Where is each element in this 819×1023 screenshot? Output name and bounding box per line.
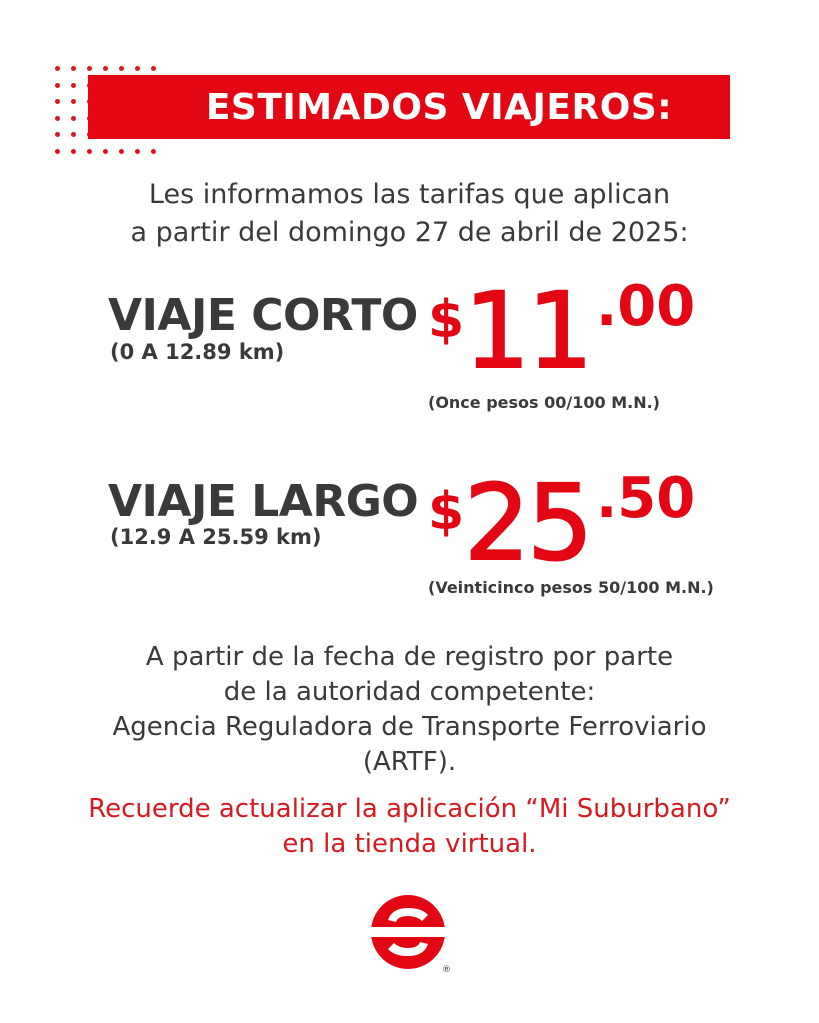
fare-short-range: (0 A 12.89 km) [110,340,285,364]
reminder-line-1: Recuerde actualizar la aplicación “Mi Suburbano” [88,794,731,824]
fare-long-integer: 25 [464,462,591,584]
fare-long-words: (Veinticinco pesos 50/100 M.N.) [428,578,714,597]
registered-mark: ® [442,965,451,974]
suburbano-logo-icon [368,890,452,974]
fare-long-price [428,462,698,584]
intro-line-2: a partir del domingo 27 de abril de 2025: [130,217,689,248]
fare-short-currency: $ [428,290,465,350]
fare-short-words: (Once pesos 00/100 M.N.) [428,393,660,412]
intro-text [0,176,819,252]
banner-title: ESTIMADOS VIAJEROS: [205,86,673,128]
fare-short-price [428,270,698,392]
note-line-4: (ARTF). [362,747,457,777]
note-line-3: Agencia Reguladora de Transporte Ferroviario [112,712,707,742]
reminder-line-2: en la tienda virtual. [282,829,537,859]
fare-short-name: VIAJE CORTO [108,290,418,341]
fare-long-currency: $ [428,482,465,542]
app-update-reminder [0,792,819,862]
fare-long-name: VIAJE LARGO [108,476,419,527]
fare-long-decimal: .50 [596,466,696,531]
fare-short-integer: 11 [464,270,591,392]
fare-long-range: (12.9 A 25.59 km) [110,525,322,549]
fare-short-decimal: .00 [596,274,696,339]
note-line-1: A partir de la fecha de registro por parte [145,642,674,672]
note-line-2: de la autoridad competente: [223,677,596,707]
header-banner [88,75,730,139]
intro-line-1: Les informamos las tarifas que aplican [148,179,671,210]
registration-note [0,640,819,780]
